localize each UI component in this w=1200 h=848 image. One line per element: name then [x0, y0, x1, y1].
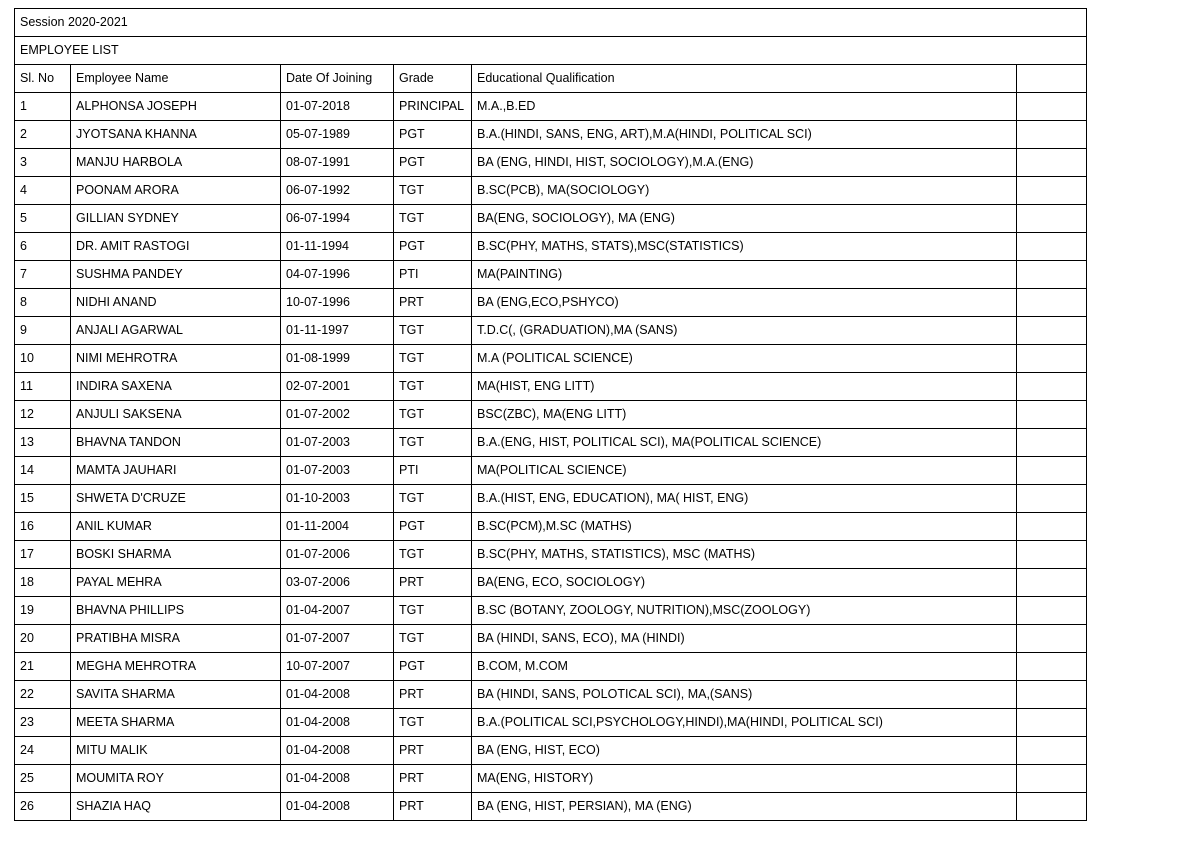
session-title: Session 2020-2021 [15, 9, 1087, 37]
cell-grade: PGT [394, 233, 472, 261]
cell-date-of-joining: 08-07-1991 [281, 149, 394, 177]
cell-employee-name: SUSHMA PANDEY [71, 261, 281, 289]
cell-sl-no: 14 [15, 457, 71, 485]
table-row [15, 793, 1087, 821]
cell-grade: TGT [394, 317, 472, 345]
column-header-grade: Grade [394, 65, 472, 93]
cell-employee-name: PRATIBHA MISRA [71, 625, 281, 653]
table-row [15, 429, 1087, 457]
cell-date-of-joining: 01-04-2007 [281, 597, 394, 625]
cell-educational-qualification: MA(HIST, ENG LITT) [472, 373, 1017, 401]
cell-employee-name: SHWETA D'CRUZE [71, 485, 281, 513]
cell-sl-no: 24 [15, 737, 71, 765]
cell-date-of-joining: 01-11-1994 [281, 233, 394, 261]
cell-grade: TGT [394, 401, 472, 429]
cell-educational-qualification: BA(ENG, SOCIOLOGY), MA (ENG) [472, 205, 1017, 233]
cell-blank [1017, 317, 1087, 345]
table-row [15, 709, 1087, 737]
cell-blank [1017, 653, 1087, 681]
cell-date-of-joining: 01-04-2008 [281, 681, 394, 709]
table-row [15, 569, 1087, 597]
table-row [15, 149, 1087, 177]
cell-employee-name: ALPHONSA JOSEPH [71, 93, 281, 121]
table-row [15, 485, 1087, 513]
cell-sl-no: 11 [15, 373, 71, 401]
cell-educational-qualification: BA (HINDI, SANS, ECO), MA (HINDI) [472, 625, 1017, 653]
table-row [15, 597, 1087, 625]
column-header-sl-no: Sl. No [15, 65, 71, 93]
cell-grade: TGT [394, 205, 472, 233]
cell-date-of-joining: 10-07-2007 [281, 653, 394, 681]
table-row [15, 233, 1087, 261]
cell-grade: PRT [394, 765, 472, 793]
cell-date-of-joining: 01-07-2003 [281, 457, 394, 485]
cell-grade: PRT [394, 289, 472, 317]
table-row [15, 541, 1087, 569]
cell-employee-name: BHAVNA PHILLIPS [71, 597, 281, 625]
cell-date-of-joining: 10-07-1996 [281, 289, 394, 317]
table-row [15, 261, 1087, 289]
cell-employee-name: MEETA SHARMA [71, 709, 281, 737]
cell-date-of-joining: 01-10-2003 [281, 485, 394, 513]
cell-grade: PTI [394, 457, 472, 485]
cell-employee-name: DR. AMIT RASTOGI [71, 233, 281, 261]
cell-employee-name: BOSKI SHARMA [71, 541, 281, 569]
cell-sl-no: 7 [15, 261, 71, 289]
table-row [15, 121, 1087, 149]
list-title-row [15, 37, 1087, 65]
column-header-date-of-joining: Date Of Joining [281, 65, 394, 93]
cell-sl-no: 26 [15, 793, 71, 821]
cell-sl-no: 18 [15, 569, 71, 597]
table-row [15, 457, 1087, 485]
cell-date-of-joining: 01-04-2008 [281, 737, 394, 765]
table-row [15, 765, 1087, 793]
cell-blank [1017, 457, 1087, 485]
cell-blank [1017, 401, 1087, 429]
cell-employee-name: MANJU HARBOLA [71, 149, 281, 177]
cell-grade: TGT [394, 709, 472, 737]
cell-blank [1017, 681, 1087, 709]
cell-employee-name: ANJULI SAKSENA [71, 401, 281, 429]
cell-blank [1017, 177, 1087, 205]
table-row [15, 373, 1087, 401]
cell-employee-name: PAYAL MEHRA [71, 569, 281, 597]
cell-date-of-joining: 03-07-2006 [281, 569, 394, 597]
cell-blank [1017, 569, 1087, 597]
cell-employee-name: MAMTA JAUHARI [71, 457, 281, 485]
cell-grade: PRT [394, 737, 472, 765]
cell-date-of-joining: 01-11-1997 [281, 317, 394, 345]
table-row [15, 513, 1087, 541]
cell-blank [1017, 765, 1087, 793]
cell-employee-name: MOUMITA ROY [71, 765, 281, 793]
cell-sl-no: 6 [15, 233, 71, 261]
cell-educational-qualification: B.SC(PHY, MATHS, STATISTICS), MSC (MATHS) [472, 541, 1017, 569]
cell-employee-name: ANJALI AGARWAL [71, 317, 281, 345]
cell-sl-no: 1 [15, 93, 71, 121]
cell-educational-qualification: BSC(ZBC), MA(ENG LITT) [472, 401, 1017, 429]
cell-grade: PRT [394, 793, 472, 821]
table-row [15, 177, 1087, 205]
table-row [15, 205, 1087, 233]
cell-sl-no: 20 [15, 625, 71, 653]
cell-blank [1017, 513, 1087, 541]
cell-educational-qualification: BA (ENG, HIST, ECO) [472, 737, 1017, 765]
cell-date-of-joining: 01-07-2003 [281, 429, 394, 457]
cell-educational-qualification: M.A (POLITICAL SCIENCE) [472, 345, 1017, 373]
cell-educational-qualification: T.D.C(, (GRADUATION),MA (SANS) [472, 317, 1017, 345]
cell-educational-qualification: B.A.(HIST, ENG, EDUCATION), MA( HIST, ENG) [472, 485, 1017, 513]
cell-sl-no: 5 [15, 205, 71, 233]
cell-educational-qualification: B.A.(POLITICAL SCI,PSYCHOLOGY,HINDI),MA(HINDI, POLITICAL SCI) [472, 709, 1017, 737]
cell-date-of-joining: 02-07-2001 [281, 373, 394, 401]
cell-educational-qualification: B.SC(PCB), MA(SOCIOLOGY) [472, 177, 1017, 205]
cell-blank [1017, 625, 1087, 653]
cell-sl-no: 17 [15, 541, 71, 569]
cell-blank [1017, 597, 1087, 625]
cell-grade: TGT [394, 177, 472, 205]
cell-blank [1017, 541, 1087, 569]
cell-educational-qualification: B.A.(HINDI, SANS, ENG, ART),M.A(HINDI, POLITICAL SCI) [472, 121, 1017, 149]
cell-educational-qualification: BA (ENG,ECO,PSHYCO) [472, 289, 1017, 317]
cell-grade: TGT [394, 597, 472, 625]
cell-sl-no: 25 [15, 765, 71, 793]
column-header-educational-qualification: Educational Qualification [472, 65, 1017, 93]
cell-date-of-joining: 01-04-2008 [281, 709, 394, 737]
table-row [15, 345, 1087, 373]
cell-grade: PGT [394, 149, 472, 177]
cell-blank [1017, 149, 1087, 177]
cell-sl-no: 16 [15, 513, 71, 541]
cell-sl-no: 15 [15, 485, 71, 513]
employee-list-sheet [14, 8, 1086, 821]
cell-employee-name: SAVITA SHARMA [71, 681, 281, 709]
cell-grade: PRINCIPAL [394, 93, 472, 121]
cell-educational-qualification: MA(ENG, HISTORY) [472, 765, 1017, 793]
cell-blank [1017, 289, 1087, 317]
cell-grade: PRT [394, 681, 472, 709]
cell-employee-name: SHAZIA HAQ [71, 793, 281, 821]
cell-educational-qualification: MA(POLITICAL SCIENCE) [472, 457, 1017, 485]
cell-date-of-joining: 06-07-1992 [281, 177, 394, 205]
cell-educational-qualification: MA(PAINTING) [472, 261, 1017, 289]
table-header-row [15, 65, 1087, 93]
cell-date-of-joining: 04-07-1996 [281, 261, 394, 289]
table-row [15, 93, 1087, 121]
cell-educational-qualification: B.SC (BOTANY, ZOOLOGY, NUTRITION),MSC(ZOOLOGY) [472, 597, 1017, 625]
table-row [15, 653, 1087, 681]
cell-educational-qualification: BA(ENG, ECO, SOCIOLOGY) [472, 569, 1017, 597]
table-row [15, 289, 1087, 317]
cell-blank [1017, 205, 1087, 233]
cell-employee-name: GILLIAN SYDNEY [71, 205, 281, 233]
cell-sl-no: 21 [15, 653, 71, 681]
cell-grade: TGT [394, 373, 472, 401]
list-title: EMPLOYEE LIST [15, 37, 1087, 65]
cell-grade: PTI [394, 261, 472, 289]
cell-grade: TGT [394, 429, 472, 457]
cell-blank [1017, 233, 1087, 261]
cell-blank [1017, 373, 1087, 401]
cell-educational-qualification: M.A.,B.ED [472, 93, 1017, 121]
table-row [15, 317, 1087, 345]
cell-sl-no: 2 [15, 121, 71, 149]
cell-blank [1017, 121, 1087, 149]
cell-grade: TGT [394, 625, 472, 653]
cell-grade: TGT [394, 541, 472, 569]
cell-sl-no: 8 [15, 289, 71, 317]
cell-grade: TGT [394, 485, 472, 513]
cell-educational-qualification: B.SC(PCM),M.SC (MATHS) [472, 513, 1017, 541]
table-row [15, 401, 1087, 429]
cell-employee-name: INDIRA SAXENA [71, 373, 281, 401]
cell-grade: PGT [394, 653, 472, 681]
employee-list-table [14, 8, 1087, 821]
cell-grade: PGT [394, 121, 472, 149]
cell-date-of-joining: 01-07-2018 [281, 93, 394, 121]
cell-employee-name: BHAVNA TANDON [71, 429, 281, 457]
cell-educational-qualification: BA (HINDI, SANS, POLOTICAL SCI), MA,(SANS) [472, 681, 1017, 709]
column-header-blank [1017, 65, 1087, 93]
cell-grade: TGT [394, 345, 472, 373]
cell-sl-no: 22 [15, 681, 71, 709]
cell-educational-qualification: B.COM, M.COM [472, 653, 1017, 681]
cell-date-of-joining: 01-11-2004 [281, 513, 394, 541]
cell-employee-name: NIMI MEHROTRA [71, 345, 281, 373]
cell-grade: PRT [394, 569, 472, 597]
cell-blank [1017, 793, 1087, 821]
cell-date-of-joining: 01-08-1999 [281, 345, 394, 373]
cell-sl-no: 10 [15, 345, 71, 373]
cell-employee-name: MEGHA MEHROTRA [71, 653, 281, 681]
cell-employee-name: POONAM ARORA [71, 177, 281, 205]
cell-blank [1017, 429, 1087, 457]
cell-blank [1017, 93, 1087, 121]
cell-educational-qualification: BA (ENG, HINDI, HIST, SOCIOLOGY),M.A.(ENG) [472, 149, 1017, 177]
table-row [15, 681, 1087, 709]
cell-sl-no: 3 [15, 149, 71, 177]
cell-educational-qualification: B.SC(PHY, MATHS, STATS),MSC(STATISTICS) [472, 233, 1017, 261]
cell-sl-no: 12 [15, 401, 71, 429]
cell-sl-no: 19 [15, 597, 71, 625]
cell-date-of-joining: 01-04-2008 [281, 793, 394, 821]
cell-employee-name: ANIL KUMAR [71, 513, 281, 541]
cell-sl-no: 4 [15, 177, 71, 205]
cell-date-of-joining: 01-04-2008 [281, 765, 394, 793]
cell-sl-no: 13 [15, 429, 71, 457]
table-body [15, 9, 1087, 821]
column-header-employee-name: Employee Name [71, 65, 281, 93]
cell-grade: PGT [394, 513, 472, 541]
cell-sl-no: 23 [15, 709, 71, 737]
cell-date-of-joining: 06-07-1994 [281, 205, 394, 233]
cell-date-of-joining: 05-07-1989 [281, 121, 394, 149]
cell-educational-qualification: BA (ENG, HIST, PERSIAN), MA (ENG) [472, 793, 1017, 821]
cell-blank [1017, 261, 1087, 289]
cell-sl-no: 9 [15, 317, 71, 345]
cell-date-of-joining: 01-07-2006 [281, 541, 394, 569]
cell-employee-name: MITU MALIK [71, 737, 281, 765]
cell-employee-name: NIDHI ANAND [71, 289, 281, 317]
table-row [15, 737, 1087, 765]
cell-date-of-joining: 01-07-2007 [281, 625, 394, 653]
table-row [15, 625, 1087, 653]
cell-date-of-joining: 01-07-2002 [281, 401, 394, 429]
cell-employee-name: JYOTSANA KHANNA [71, 121, 281, 149]
session-title-row [15, 9, 1087, 37]
cell-educational-qualification: B.A.(ENG, HIST, POLITICAL SCI), MA(POLITICAL SCIENCE) [472, 429, 1017, 457]
cell-blank [1017, 709, 1087, 737]
cell-blank [1017, 345, 1087, 373]
cell-blank [1017, 737, 1087, 765]
cell-blank [1017, 485, 1087, 513]
